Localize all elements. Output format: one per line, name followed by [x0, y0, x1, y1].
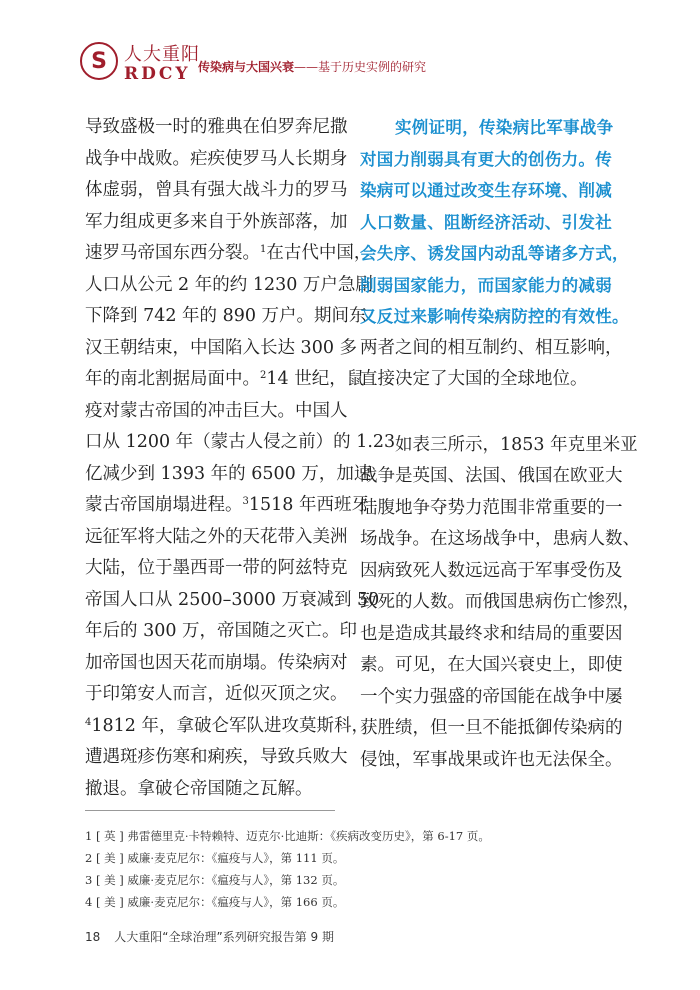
- body-line: 因病致死人数远远高于军事受伤及: [360, 560, 623, 581]
- body-line: 于印第安人而言，近似灭顶之灾。: [85, 684, 348, 704]
- highlight-line: 会失序、诱发国内动乱等诸多方式，: [360, 244, 629, 263]
- body-line: 撤退。拿破仑帝国随之瓦解。: [85, 778, 313, 799]
- body-line: $^4$1812 年，拿破仑军队进攻莫斯科，: [85, 715, 369, 736]
- footnote-ref-1: 1: [260, 244, 267, 255]
- highlight-line: 实例证明，传染病比军事战争: [395, 118, 614, 137]
- body-line: 场战争。在这场战争中，患病人数、: [360, 529, 640, 549]
- body-line: 两者之间的相互制约、相互影响，: [360, 337, 623, 358]
- footnote-ref-4: 4: [85, 716, 92, 728]
- body-line: 素。可见，在大国兴衰史上，即使: [360, 655, 623, 675]
- body-line: 战争中战败。疟疾使罗马人长期身: [85, 148, 348, 169]
- body-line: 获胜绩，但一旦不能抵御传染病的: [360, 718, 623, 738]
- right-column: [360, 112, 640, 776]
- body-line: 军力组成更多来自于外族部落，加: [85, 211, 348, 232]
- body-line: 口从 1200 年（蒙古人侵之前）的 1.23: [85, 432, 396, 452]
- footnote: 1 [ 英 ] 弗雷德里克·卡特赖特、迈克尔·比迪斯：《疾病改变历史》，第 6-17 页。: [85, 829, 490, 843]
- body-line: 直接决定了大国的全球地位。: [360, 369, 588, 389]
- body-line: 蒙古帝国崩塌进程。$^3$1518 年西班牙: [85, 495, 369, 515]
- logo-chinese-name: 人大重阳: [124, 44, 200, 65]
- body-line: 帝国人口从 2500–3000 万衰减到 50: [85, 589, 380, 610]
- logo-english-name: RDCY: [124, 64, 191, 84]
- report-title: 传染病与大国兴衰: [198, 60, 295, 74]
- body-line: 致死的人数。而俄国患病伤亡惨烈，: [360, 592, 640, 612]
- left-column: [85, 112, 396, 805]
- body-line: 体虚弱，曾具有强大战斗力的罗马: [85, 180, 348, 200]
- highlight-line: 又反过来影响传染病防控的有效性。: [360, 307, 629, 326]
- body-line: 年的南北割据局面中。$^2$14 世纪，鼠: [85, 369, 365, 389]
- body-line: 也是造成其最终求和结局的重要因: [360, 623, 623, 644]
- highlight-line: 人口数量、阻断经济活动、引发社: [360, 212, 612, 232]
- body-line: 加帝国也因天花而崩塌。传染病对: [85, 652, 348, 673]
- running-header: [198, 58, 426, 75]
- footnote: 4 [ 美 ] 威廉·麦克尼尔：《瘟疫与人》，第 166 页。: [85, 895, 345, 909]
- footnote-divider: [85, 810, 335, 811]
- highlight-line: 对国力削弱具有更大的创伤力。传: [360, 149, 612, 169]
- body-line: 疫对蒙古帝国的冲击巨大。中国人: [85, 400, 348, 421]
- footnote: 2 [ 美 ] 威廉·麦克尼尔：《瘟疫与人》，第 111 页。: [85, 851, 345, 865]
- highlight-line: 染病可以通过改变生存环境、削减: [360, 181, 612, 200]
- body-line: 亿减少到 1393 年的 6500 万，加速: [85, 463, 372, 484]
- page-footer: [85, 928, 334, 945]
- highlight-line: 削弱国家能力，而国家能力的减弱: [360, 275, 612, 295]
- body-line: 导致盛极一时的雅典在伯罗奔尼撒: [85, 117, 348, 137]
- body-line: 人口从公元 2 年的约 1230 万户急剧: [85, 274, 373, 295]
- footnote-ref-2: 2: [260, 370, 267, 381]
- body-line: 如表三所示，1853 年克里米亚: [395, 434, 638, 455]
- body-line: 战争是英国、法国、俄国在欧亚大: [360, 466, 623, 486]
- body-line: 汉王朝结束，中国陷入长达 300 多: [85, 337, 358, 358]
- footnote-ref-3: 3: [242, 496, 249, 507]
- body-line: 遭遇斑疹伤寒和痢疾，导致兵败大: [85, 747, 348, 767]
- body-line: 一个实力强盛的帝国能在战争中屡: [360, 686, 623, 707]
- rdcy-logo: [80, 40, 200, 86]
- body-line: 下降到 742 年的 890 万户。期间东: [85, 306, 367, 326]
- footnote: 3 [ 美 ] 威廉·麦克尼尔：《瘟疫与人》，第 132 页。: [85, 873, 345, 887]
- series-title: 人大重阳“全球治理”系列研究报告第 9 期: [114, 930, 334, 944]
- body-line: 侵蚀，军事战果或许也无法保全。: [360, 749, 623, 770]
- footnotes: [85, 825, 490, 913]
- body-line: 大陆，位于墨西哥一带的阿兹特克: [85, 558, 348, 578]
- rdcy-emblem-icon: S: [80, 42, 118, 80]
- page-number: 18: [85, 930, 101, 944]
- body-line: 陆腹地争夺势力范围非常重要的一: [360, 497, 623, 518]
- report-subtitle: ——基于历史实例的研究: [294, 60, 427, 74]
- body-line: 年后的 300 万，帝国随之灭亡。印: [85, 621, 358, 641]
- body-line: 速罗马帝国东西分裂。$^1$在古代中国，: [85, 243, 372, 263]
- highlight-callout: [360, 112, 632, 333]
- body-line: 远征军将大陆之外的天花带入美洲: [85, 526, 348, 547]
